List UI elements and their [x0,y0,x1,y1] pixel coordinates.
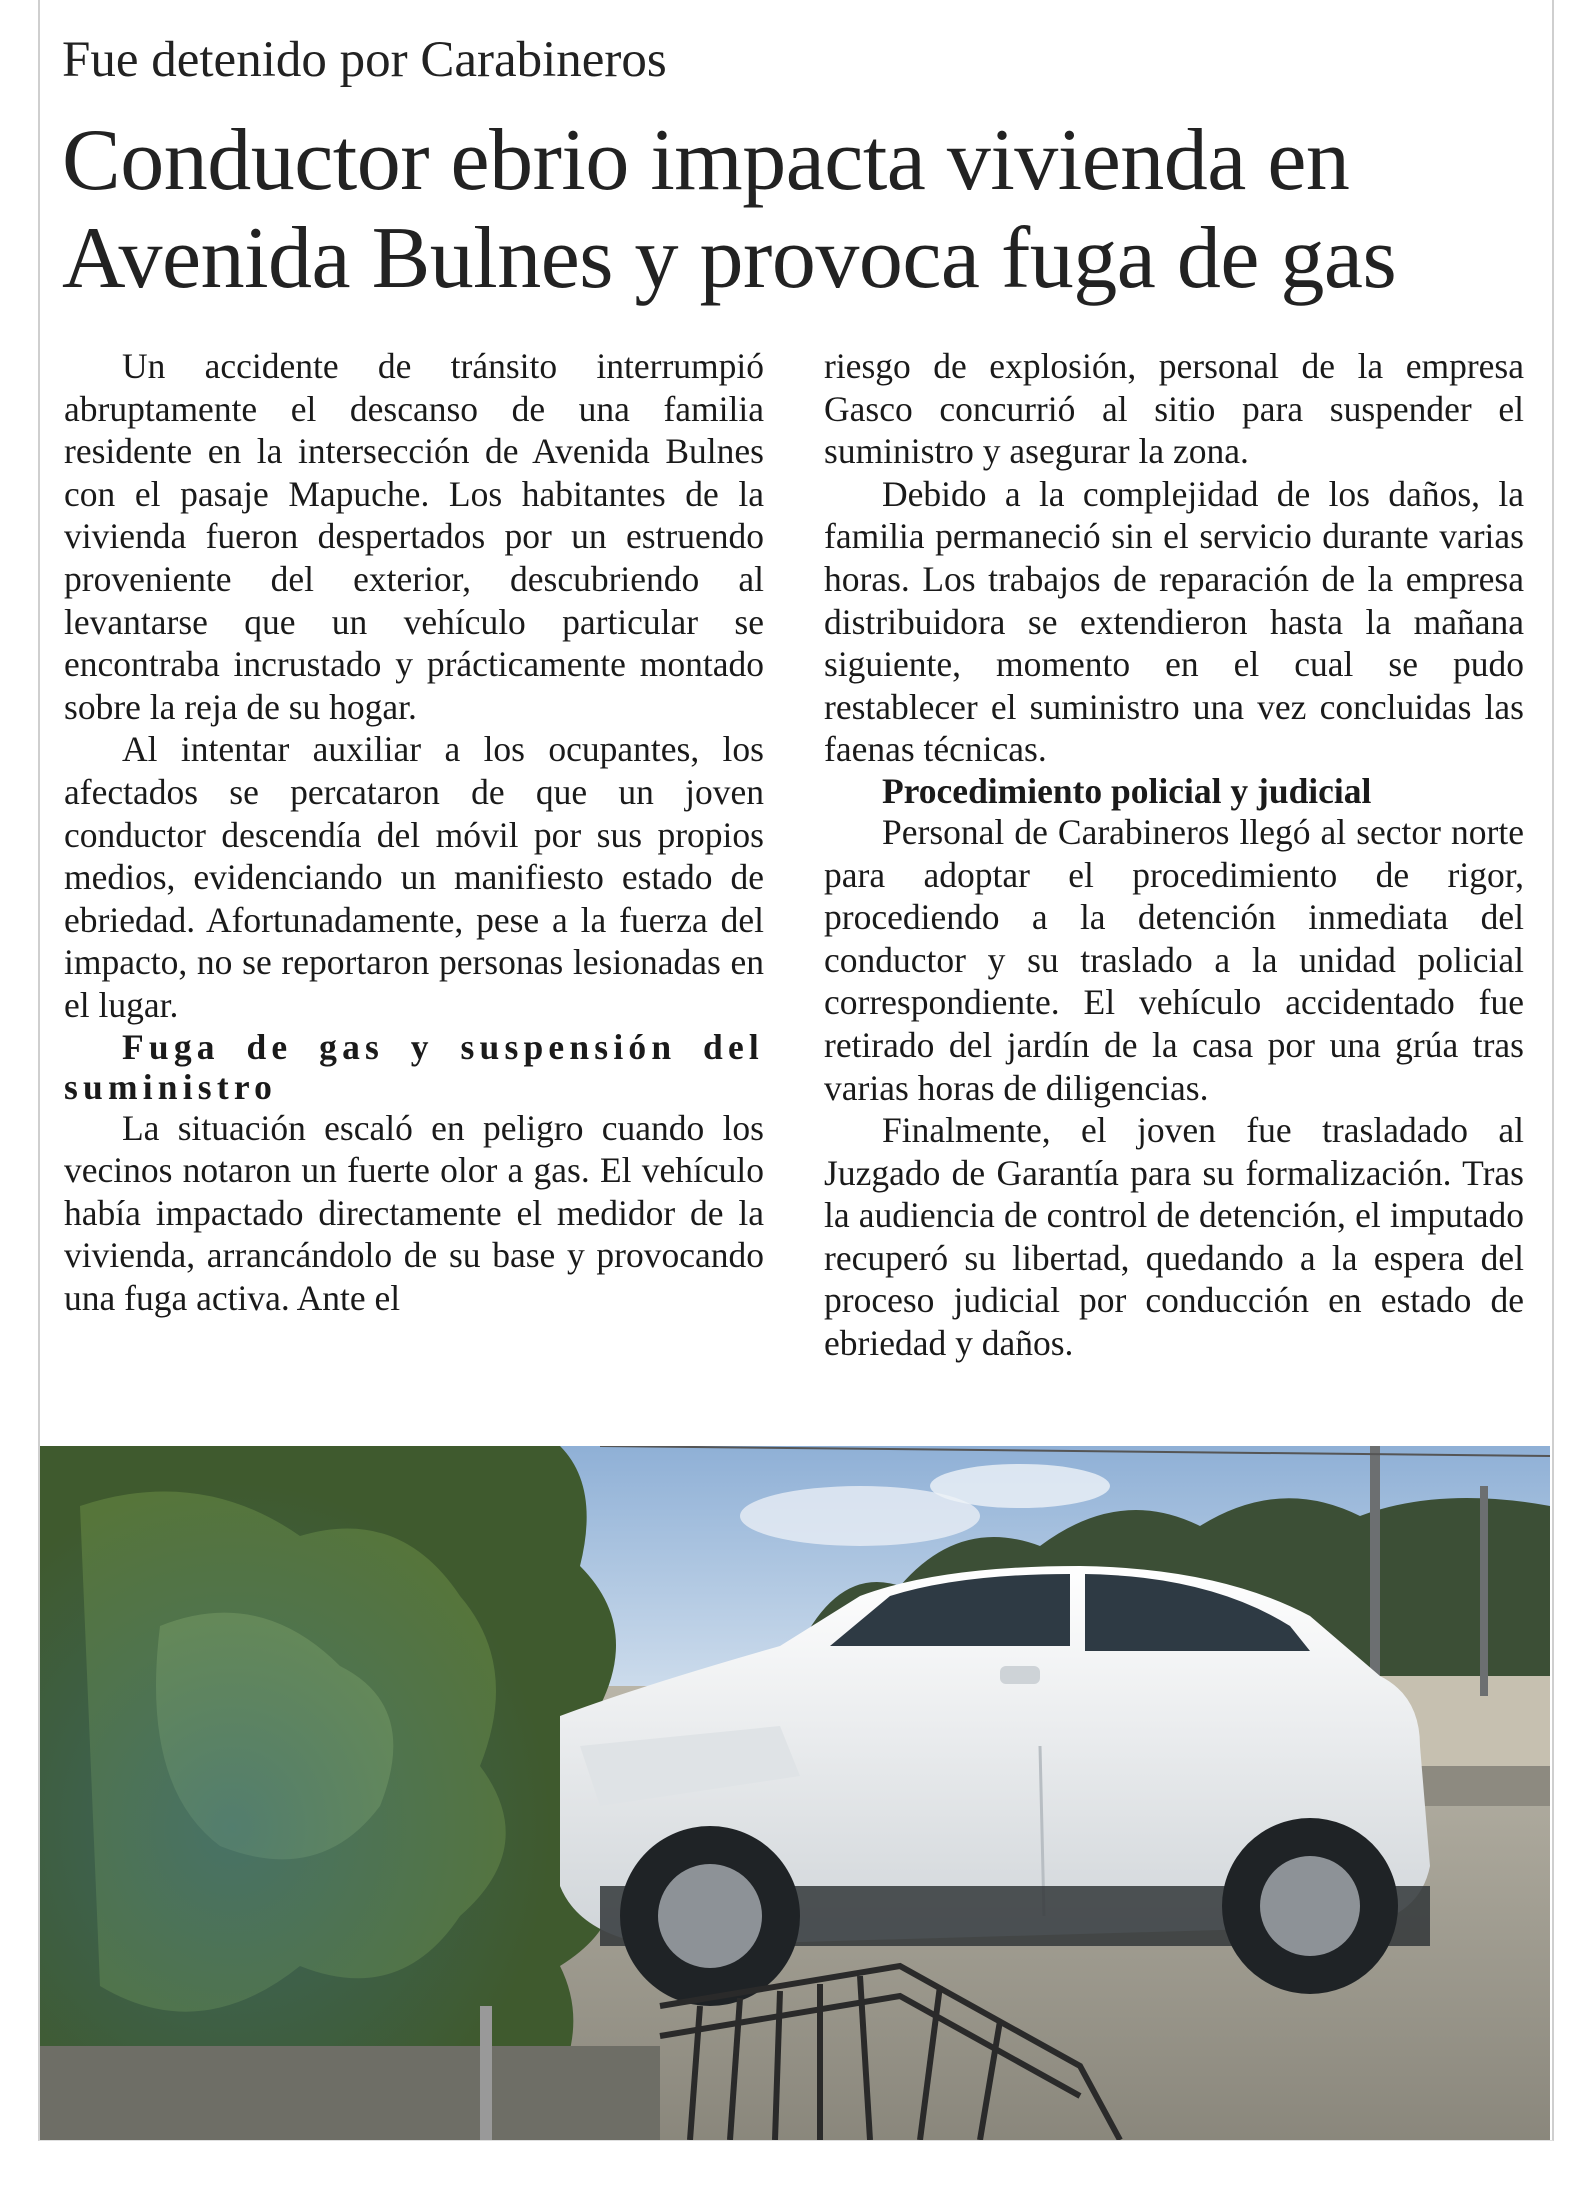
article-headline: Conductor ebrio impacta vivienda en Avenida Bulnes y provoca fuga de gas [62,112,1397,307]
article-column-right [824,345,1524,1365]
article-paragraph-continued: riesgo de explosión, personal de la empresa Gasco concurrió al sitio para suspender el suministro y asegurar la zona. [824,346,1524,472]
article-paragraph: Personal de Carabineros llegó al sector norte para adoptar el procedimiento de rigor, procediendo a la detención inmediata del conductor y su traslado a la unidad policial correspondiente. El vehículo accidentado fue retirado del jardín de la casa por una grúa tras varias horas de diligencias. [824,811,1524,1108]
article-kicker: Fue detenido por Carabineros [62,32,667,88]
section-subhead-police: Procedimiento policial y judicial [882,770,1372,811]
article-paragraph: Finalmente, el joven fue trasladado al Juzgado de Garantía para su formalización. Tras la audiencia de control de detención, el imputado recuperó su libertad, quedando a la espera del proceso judicial por conducción en estado de ebriedad y daños. [824,1110,1524,1364]
article-paragraph: La situación escaló en peligro cuando los vecinos notaron un fuerte olor a gas. El vehículo había impactado directamente el medidor de la vivienda, arrancándolo de su base y provocando una fuga activa. Ante el [64,1107,764,1318]
accident-photo [40,1446,1550,2140]
article-paragraph: Al intentar auxiliar a los ocupantes, los afectados se percataron de que un joven conductor descendía del móvil por sus propios medios, evidenciando un manifiesto estado de ebriedad. Afortunadamente, pese a la fuerza del impacto, no se reportaron personas lesionadas en el lugar. [64,729,764,1025]
article-column-left [64,345,764,1319]
article-paragraph: Un accidente de tránsito interrumpió abruptamente el descanso de una familia residente en la intersección de Avenida Bulnes con el pasaje Mapuche. Los habitantes de la vivienda fueron despertados por un estruendo proveniente del exterior, descubriendo al levantarse que un vehículo particular se encontraba incrustado y prácticamente montado sobre la reja de su hogar. [64,346,764,727]
section-subhead-gas: Fuga de gas y suspensión del suministro [64,1026,764,1107]
article-paragraph: Debido a la complejidad de los daños, la familia permaneció sin el servicio durante varias horas. Los trabajos de reparación de la empresa distribuidora se extendieron hasta la mañana siguiente, momento en el cual se pudo restablecer el suministro una vez concluidas las faenas técnicas. [824,473,1524,770]
